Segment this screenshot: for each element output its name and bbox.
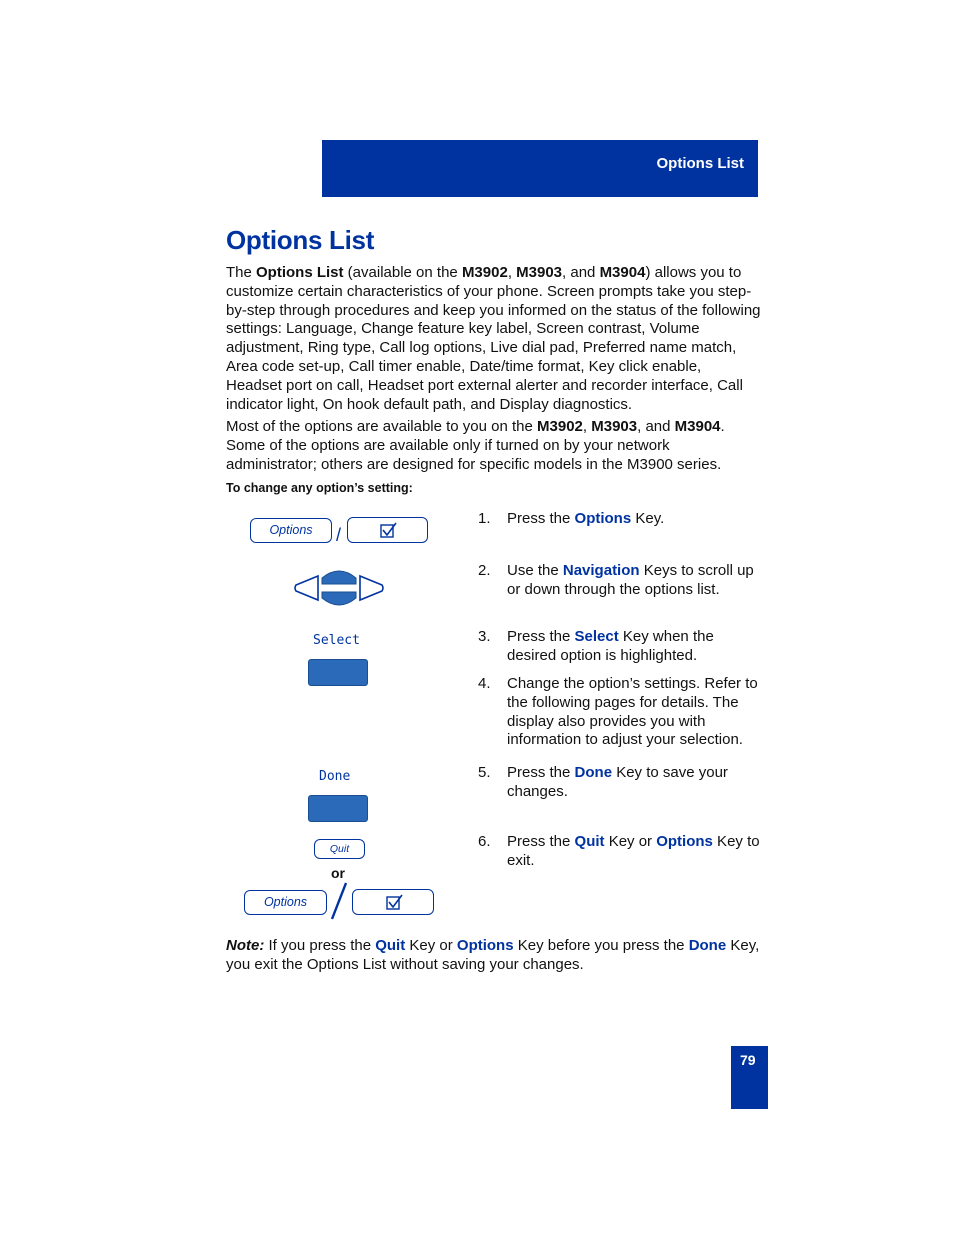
options-checkmark-key-exit [352,889,434,915]
header-title: Options List [656,155,744,172]
select-softkey-button [308,659,368,686]
key-separator-slash-large [328,880,350,922]
select-display-label: Select [313,633,360,648]
note-paragraph: Note: If you press the Quit Key or Options Key before you press the Done Key, you exit the Options List without saving your changes. [226,937,760,973]
models-paragraph: Most of the options are available to you on the M3902, M3903, and M3904. Some of the options are available only if turned on by your network administrator; others are designed for specific models in the M3900 series. [226,418,725,473]
options-key: Options [250,518,332,543]
or-label: or [331,865,345,881]
quit-key: Quit [314,839,365,859]
done-display-label: Done [319,769,351,784]
checkmark-icon [348,518,429,544]
done-softkey-button [308,795,368,822]
options-checkmark-key [347,517,428,543]
procedure-subhead: To change any option’s setting: [226,481,413,495]
intro-paragraph: The Options List (available on the M3902, M3903, and M3904) allows you to customize certain characteristics of your phone. Screen prompts take you step-by-step through procedures and keep you informed on the status of the following settings: Language, Change feature key label, Screen contrast, Volume adjustment, Ring type, Call log options, Live dial pad, Preferred name match, Area code set-up, Call timer enable, Date/time format, Key click enable, Headset port on call, Headset port external alerter and recorder interface, Call indicator light, On hook default path, and Display diagnostics. [226,264,761,413]
navigation-keys-icon [292,566,386,610]
checkmark-icon [353,890,435,916]
page-title: Options List [226,225,375,255]
options-key-exit: Options [244,890,327,915]
header-bar [322,140,758,197]
page-number: 79 [740,1052,756,1068]
key-separator-slash: / [336,525,342,545]
page-number-box [731,1046,768,1109]
